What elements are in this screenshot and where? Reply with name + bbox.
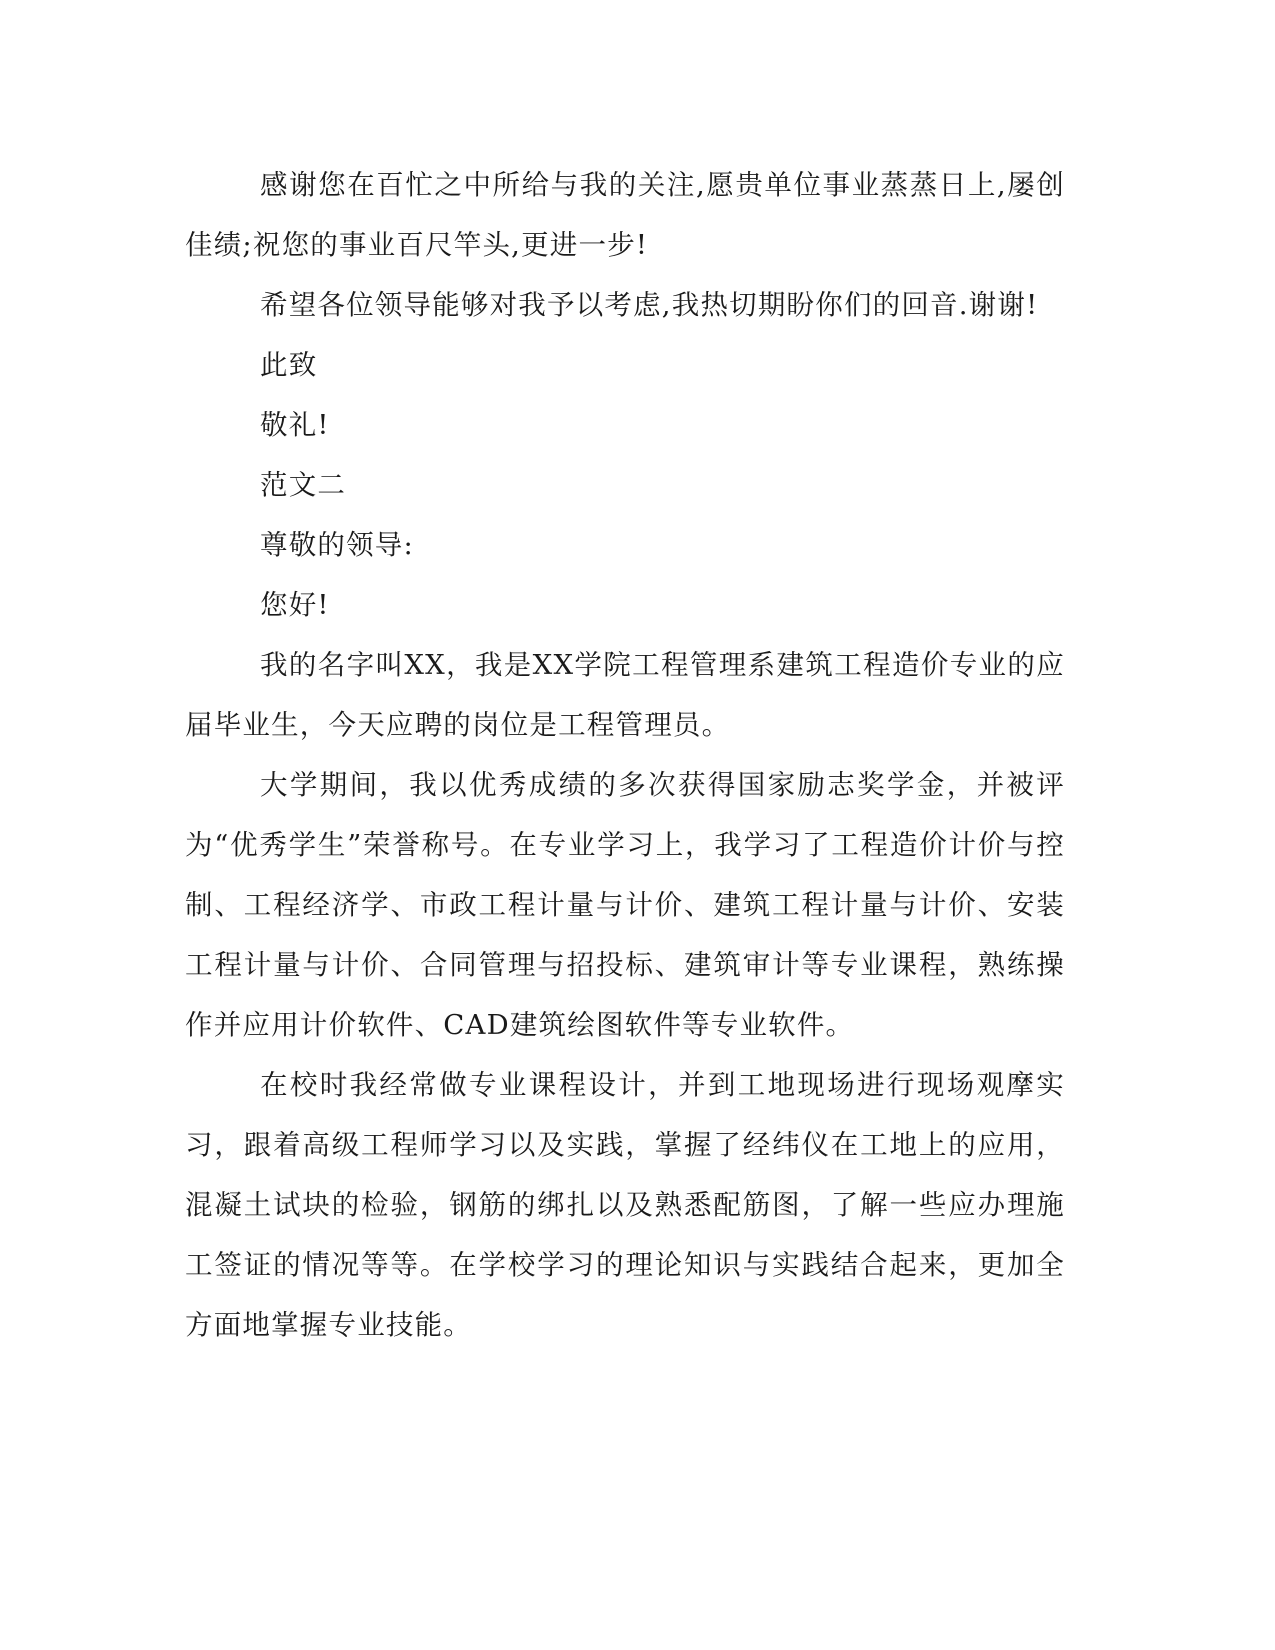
hope-paragraph: 希望各位领导能够对我予以考虑,我热切期盼你们的回音.谢谢! [260, 289, 1039, 321]
salutation-cizhi: 此致 [260, 349, 318, 381]
closing-paragraph: 感谢您在百忙之中所给与我的关注,愿贵单位事业蒸蒸日上,屡创佳绩;祝您的事业百尺竿头,更进一步! [185, 169, 1065, 261]
intro-paragraph: 我的名字叫XX，我是XX学院工程管理系建筑工程造价专业的应届毕业生，今天应聘的岗位是工程管理员。 [185, 649, 1065, 741]
greeting-hello: 您好! [260, 589, 330, 621]
document-body [185, 155, 1065, 1355]
salutation-jingli: 敬礼! [260, 409, 330, 441]
greeting-line: 尊敬的领导: [260, 529, 414, 561]
university-paragraph: 大学期间，我以优秀成绩的多次获得国家励志奖学金，并被评为“优秀学生”荣誉称号。在专业学习上，我学习了工程造价计价与控制、工程经济学、市政工程计量与计价、建筑工程计量与计价、安装工程计量与计价、合同管理与招投标、建筑审计等专业课程，熟练操作并应用计价软件、CAD建筑绘图软件等专业软件。 [185, 769, 1065, 1041]
section-heading: 范文二 [260, 469, 347, 501]
practice-paragraph: 在校时我经常做专业课程设计，并到工地现场进行现场观摩实习，跟着高级工程师学习以及实践，掌握了经纬仪在工地上的应用，混凝土试块的检验，钢筋的绑扎以及熟悉配筋图，了解一些应办理施工签证的情况等等。在学校学习的理论知识与实践结合起来，更加全方面地掌握专业技能。 [185, 1069, 1065, 1341]
